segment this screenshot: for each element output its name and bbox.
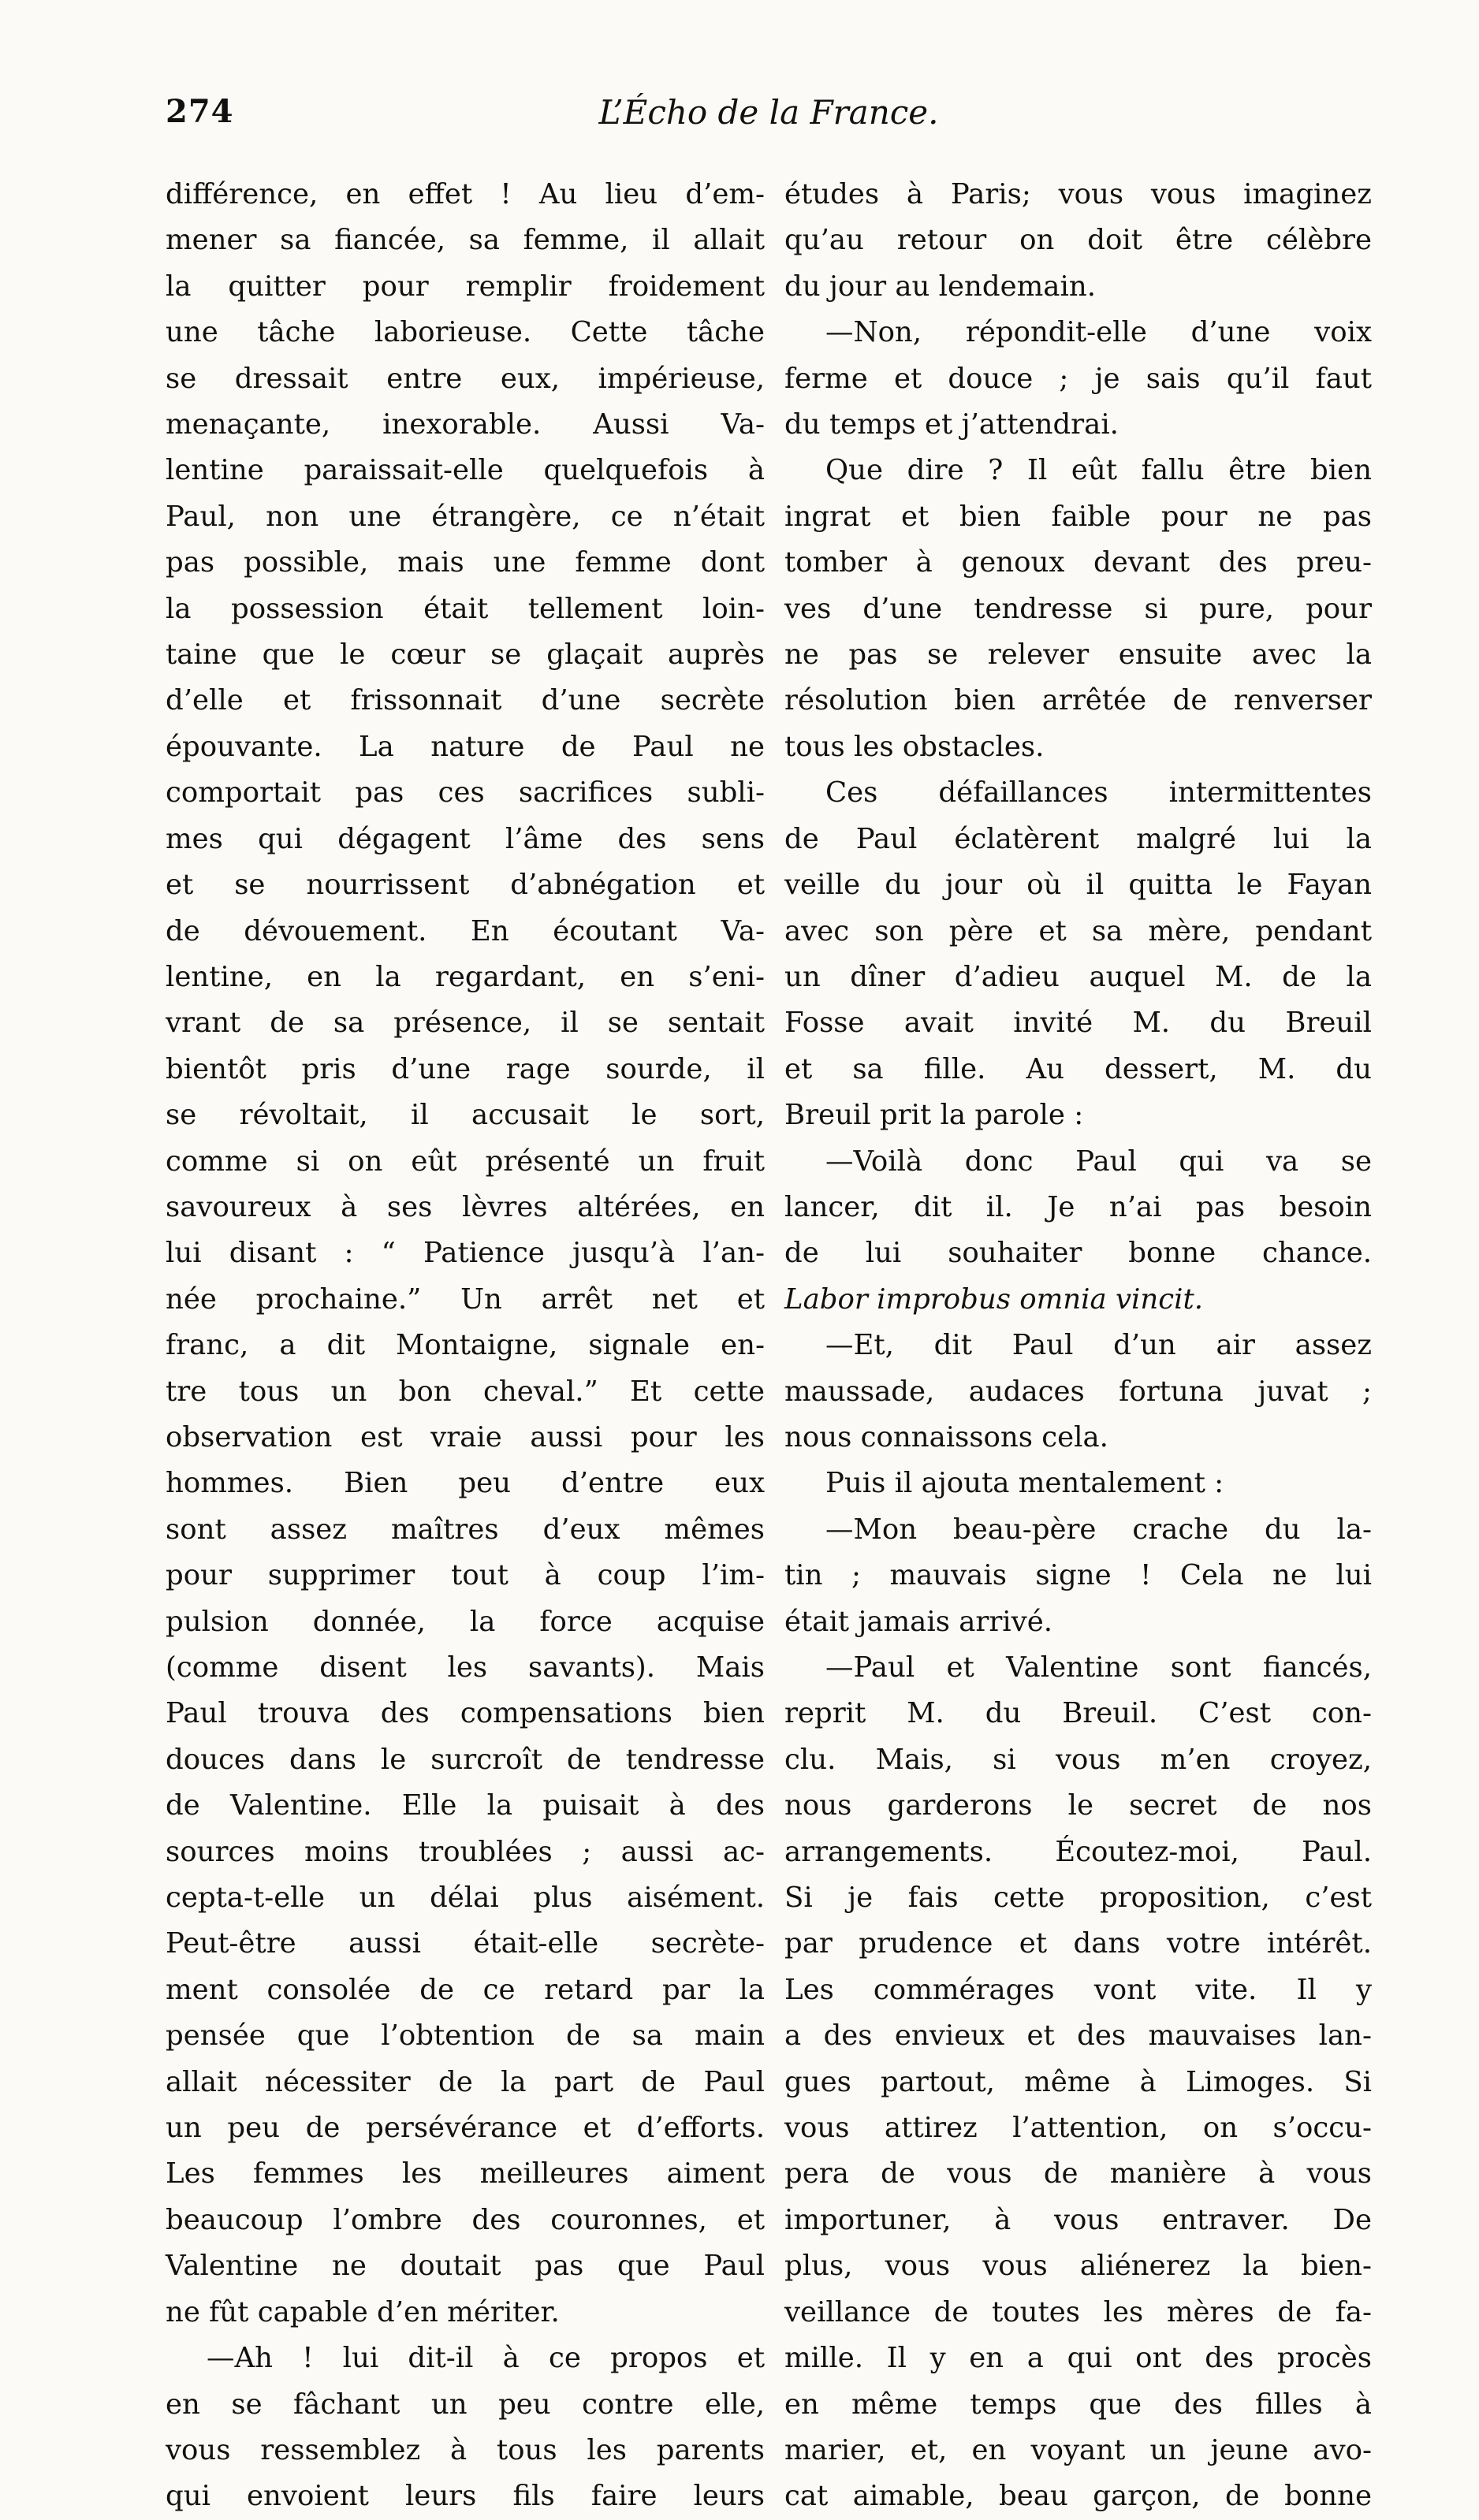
text-line: mener sa fiancée, sa femme, il allait bbox=[166, 224, 765, 257]
text-line: —Non, répondit-elle d’une voix bbox=[825, 316, 1372, 349]
text-line: avec son père et sa mère, pendant bbox=[784, 914, 1372, 947]
text-line: —Et, dit Paul d’un air assez bbox=[825, 1329, 1372, 1362]
text-line: tous les obstacles. bbox=[784, 730, 1045, 763]
text-line: ingrat et bien faible pour ne pas bbox=[784, 500, 1372, 533]
text-line: lui disant : “ Patience jusqu’à l’an- bbox=[166, 1237, 765, 1270]
text-line: cat aimable, beau garçon, de bonne bbox=[784, 2480, 1372, 2513]
text-line: Puis il ajouta mentalement : bbox=[825, 1467, 1224, 1500]
text-line: reprit M. du Breuil. C’est con- bbox=[784, 1697, 1372, 1730]
text-line: se révoltait, il accusait le sort, bbox=[166, 1099, 765, 1132]
page-number: 274 bbox=[166, 93, 234, 130]
text-line: Ces défaillances intermittentes bbox=[825, 776, 1372, 810]
text-line: mes qui dégagent l’âme des sens bbox=[166, 822, 765, 855]
text-line: tomber à genoux devant des preu- bbox=[784, 546, 1372, 579]
text-line: ne fût capable d’en mériter. bbox=[166, 2295, 560, 2328]
text-line: plus, vous vous aliénerez la bien- bbox=[784, 2250, 1372, 2283]
text-line: importuner, à vous entraver. De bbox=[784, 2203, 1372, 2236]
text-line: comportait pas ces sacrifices subli- bbox=[166, 776, 765, 810]
text-line: résolution bien arrêtée de renverser bbox=[784, 684, 1372, 717]
text-line: veille du jour où il quitta le Fayan bbox=[784, 869, 1372, 902]
text-line: observation est vraie aussi pour les bbox=[166, 1420, 765, 1454]
text-line: —Paul et Valentine sont fiancés, bbox=[825, 1651, 1372, 1684]
text-line: mille. Il y en a qui ont des procès bbox=[784, 2342, 1372, 2375]
running-title: L’Écho de la France. bbox=[598, 93, 939, 132]
text-line: Si je fais cette proposition, c’est bbox=[784, 1882, 1372, 1915]
text-line: —Mon beau-père crache du la- bbox=[825, 1513, 1372, 1546]
left-column bbox=[166, 172, 765, 2520]
text-line: lentine, en la regardant, en s’eni- bbox=[166, 960, 765, 993]
text-line: vous ressemblez à tous les parents bbox=[166, 2433, 765, 2466]
text-line: maussade, audaces fortuna juvat ; bbox=[784, 1375, 1372, 1408]
text-line: pensée que l’obtention de sa main bbox=[166, 2019, 765, 2053]
text-line: clu. Mais, si vous m’en croyez, bbox=[784, 1743, 1372, 1776]
text-line: hommes. Bien peu d’entre eux bbox=[166, 1467, 765, 1500]
text-line: taine que le cœur se glaçait auprès bbox=[166, 638, 765, 672]
text-line: lancer, dit il. Je n’ai pas besoin bbox=[784, 1190, 1372, 1223]
text-line: comme si on eût présenté un fruit bbox=[166, 1145, 765, 1178]
text-line: franc, a dit Montaigne, signale en- bbox=[166, 1329, 765, 1362]
text-line: arrangements. Écoutez-moi, Paul. bbox=[784, 1835, 1372, 1868]
text-line: Valentine ne doutait pas que Paul bbox=[166, 2250, 765, 2283]
paragraph bbox=[784, 1507, 1372, 1645]
text-line: par prudence et dans votre intérêt. bbox=[784, 1927, 1372, 1960]
text-line: sources moins troublées ; aussi ac- bbox=[166, 1835, 765, 1868]
text-line: pour supprimer tout à coup l’im- bbox=[166, 1559, 765, 1592]
text-line: la possession était tellement loin- bbox=[166, 592, 765, 625]
text-line: pera de vous de manière à vous bbox=[784, 2157, 1372, 2191]
text-line: vrant de sa présence, il se sentait bbox=[166, 1007, 765, 1040]
text-line: du temps et j’attendrai. bbox=[784, 408, 1119, 441]
text-line: beaucoup l’ombre des couronnes, et bbox=[166, 2203, 765, 2236]
text-line: sont assez maîtres d’eux mêmes bbox=[166, 1513, 765, 1546]
paragraph bbox=[166, 172, 765, 2336]
paragraph bbox=[784, 1645, 1372, 2520]
page-header bbox=[166, 93, 1372, 140]
paragraph bbox=[784, 1461, 1372, 1506]
text-line: du jour au lendemain. bbox=[784, 270, 1096, 303]
text-line: et sa fille. Au dessert, M. du bbox=[784, 1052, 1372, 1085]
text-line: vous attirez l’attention, on s’occu- bbox=[784, 2112, 1372, 2145]
text-line: de Valentine. Elle la puisait à des bbox=[166, 1789, 765, 1822]
text-line: Paul trouva des compensations bien bbox=[166, 1697, 765, 1730]
text-line: ferme et douce ; je sais qu’il faut bbox=[784, 362, 1372, 395]
text-line: gues partout, même à Limoges. Si bbox=[784, 2065, 1372, 2098]
text-line: de lui souhaiter bonne chance. bbox=[784, 1237, 1372, 1270]
text-line: pas possible, mais une femme dont bbox=[166, 546, 765, 579]
text-line: en se fâchant un peu contre elle, bbox=[166, 2388, 765, 2421]
text-line: ves d’une tendresse si pure, pour bbox=[784, 592, 1372, 625]
text-line: cepta-t-elle un délai plus aisément. bbox=[166, 1882, 765, 1915]
paragraph bbox=[784, 310, 1372, 448]
text-line: menaçante, inexorable. Aussi Va- bbox=[166, 408, 765, 441]
text-line: et se nourrissent d’abnégation et bbox=[166, 869, 765, 902]
text-line: de Paul éclatèrent malgré lui la bbox=[784, 822, 1372, 855]
text-line: bientôt pris d’une rage sourde, il bbox=[166, 1052, 765, 1085]
text-line: veillance de toutes les mères de fa- bbox=[784, 2295, 1372, 2328]
text-line: tre tous un bon cheval.” Et cette bbox=[166, 1375, 765, 1408]
text-line: (comme disent les savants). Mais bbox=[166, 1651, 765, 1684]
text-line: qu’au retour on doit être célèbre bbox=[784, 224, 1372, 257]
text-line: qui envoient leurs fils faire leurs bbox=[166, 2480, 765, 2513]
text-line: Les femmes les meilleures aiment bbox=[166, 2157, 765, 2191]
paragraph bbox=[784, 1323, 1372, 1461]
text-line: était jamais arrivé. bbox=[784, 1605, 1053, 1638]
text-line: allait nécessiter de la part de Paul bbox=[166, 2065, 765, 2098]
paragraph bbox=[166, 2336, 765, 2520]
text-line: ment consolée de ce retard par la bbox=[166, 1973, 765, 2006]
paragraph bbox=[784, 770, 1372, 1138]
text-line: Peut-être aussi était-elle secrète- bbox=[166, 1927, 765, 1960]
text-line: Que dire ? Il eût fallu être bien bbox=[825, 454, 1372, 487]
text-line: douces dans le surcroît de tendresse bbox=[166, 1743, 765, 1776]
text-line: tin ; mauvais signe ! Cela ne lui bbox=[784, 1559, 1372, 1592]
text-line: ne pas se relever ensuite avec la bbox=[784, 638, 1372, 672]
text-line: un peu de persévérance et d’efforts. bbox=[166, 2112, 765, 2145]
text-line: une tâche laborieuse. Cette tâche bbox=[166, 316, 765, 349]
text-line: Paul, non une étrangère, ce n’était bbox=[166, 500, 765, 533]
text-line: née prochaine.” Un arrêt net et bbox=[166, 1282, 765, 1316]
text-line: marier, et, en voyant un jeune avo- bbox=[784, 2433, 1372, 2466]
latin-quote: Labor improbus omnia vincit. bbox=[784, 1282, 1204, 1316]
text-line: —Ah ! lui dit-il à ce propos et bbox=[207, 2342, 765, 2375]
text-line: —Voilà donc Paul qui va se bbox=[825, 1145, 1372, 1178]
text-line: différence, en effet ! Au lieu d’em- bbox=[166, 178, 765, 210]
paragraph bbox=[784, 172, 1372, 310]
right-column bbox=[784, 172, 1372, 2520]
text-line: Breuil prit la parole : bbox=[784, 1099, 1084, 1132]
paragraph bbox=[784, 1139, 1372, 1323]
text-line: études à Paris; vous vous imaginez bbox=[784, 178, 1372, 210]
text-line: savoureux à ses lèvres altérées, en bbox=[166, 1190, 765, 1223]
text-line: pulsion donnée, la force acquise bbox=[166, 1605, 765, 1638]
text-line: Fosse avait invité M. du Breuil bbox=[784, 1007, 1372, 1040]
text-line: nous connaissons cela. bbox=[784, 1420, 1108, 1454]
text-line: épouvante. La nature de Paul ne bbox=[166, 730, 765, 763]
text-line: a des envieux et des mauvaises lan- bbox=[784, 2019, 1372, 2053]
text-line: de dévouement. En écoutant Va- bbox=[166, 914, 765, 947]
text-line: nous garderons le secret de nos bbox=[784, 1789, 1372, 1822]
text-line: Les commérages vont vite. Il y bbox=[784, 1973, 1372, 2006]
text-line: d’elle et frissonnait d’une secrète bbox=[166, 684, 765, 717]
text-line: un dîner d’adieu auquel M. de la bbox=[784, 960, 1372, 993]
text-line: lentine paraissait-elle quelquefois à bbox=[166, 454, 765, 487]
paragraph bbox=[784, 448, 1372, 770]
text-line: en même temps que des filles à bbox=[784, 2388, 1372, 2421]
text-line: la quitter pour remplir froidement bbox=[166, 270, 765, 303]
text-line: se dressait entre eux, impérieuse, bbox=[166, 362, 765, 395]
